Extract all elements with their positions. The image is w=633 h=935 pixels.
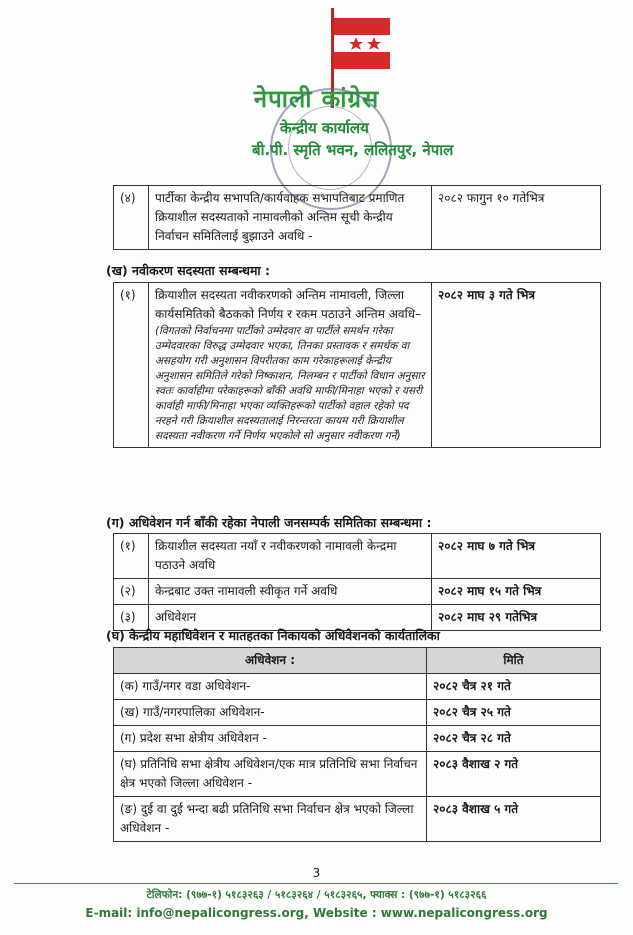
table-row — [114, 186, 601, 250]
page-number: 3 — [312, 866, 321, 880]
row-text: पार्टीका केन्द्रीय सभापति/कार्यवाहक सभापतिबाट प्रमाणित क्रियाशील सदस्यताको नामावलीको अन्तिम सूची केन्द्रीय निर्वाचन समितिलाई बुझाउने अवधि - — [149, 186, 432, 250]
footer-divider — [14, 883, 618, 884]
row-number: (१) — [114, 283, 149, 448]
row-date: २०८२ चैत्र २८ गते — [427, 726, 601, 752]
row-number: (२) — [114, 579, 149, 605]
section-kha-heading: (ख) नवीकरण सदस्यता सम्बन्धमा : — [106, 263, 271, 278]
row-date: २०८२ माघ ७ गते भित्र — [432, 534, 601, 579]
row-date: २०८२ माघ १५ गते भित्र — [432, 579, 601, 605]
row-date: २०८२ फागुन १० गतेभित्र — [432, 186, 601, 250]
table-row — [114, 797, 601, 842]
row-text: केन्द्रबाट उक्त नामावली स्वीकृत गर्ने अवधि — [149, 579, 432, 605]
section-ga-heading: (ग) अधिवेशन गर्न बाँकी रहेका नेपाली जनसम्पर्क समितिका सम्बन्धमा : — [106, 515, 432, 530]
table-row — [114, 674, 601, 700]
office-address: बी.पी. स्मृति भवन, ललितपुर, नेपाल — [252, 141, 454, 159]
row-number: (४) — [114, 186, 149, 250]
table-row — [114, 283, 601, 448]
table-row — [114, 579, 601, 605]
table-row — [114, 726, 601, 752]
office-label: केन्द्रीय कार्यालय — [280, 119, 369, 137]
row-text: (क) गाउँ/नगर वडा अधिवेशन- — [114, 674, 427, 700]
row-text: (ग) प्रदेश सभा क्षेत्रीय अधिवेशन - — [114, 726, 427, 752]
row-date: २०८३ वैशाख ५ गते — [427, 797, 601, 842]
section-ga-table — [113, 533, 601, 631]
row-text: (ख) गाउँ/नगरपालिका अधिवेशन- — [114, 700, 427, 726]
table-row — [114, 534, 601, 579]
row-date: २०८२ चैत्र २१ गते — [427, 674, 601, 700]
row-date: २०८२ चैत्र २५ गते — [427, 700, 601, 726]
section-gha-table — [113, 647, 601, 842]
section-kha-table — [113, 282, 601, 448]
row-text: अधिवेशन — [149, 605, 432, 631]
col-event-header: अधिवेशन : — [114, 648, 427, 674]
row-text: (ङ) दुई वा दुई भन्दा बढी प्रतिनिधि सभा निर्वाचन क्षेत्र भएको जिल्ला अधिवेशन - — [114, 797, 427, 842]
table-header-row — [114, 648, 601, 674]
table-row — [114, 752, 601, 797]
row-date: २०८३ वैशाख २ गते — [427, 752, 601, 797]
row-date: २०८२ माघ ३ गते भित्र — [432, 283, 601, 448]
row-text: क्रियाशील सदस्यता नवीकरणको अन्तिम नामावली, जिल्ला कार्यसमितिको बैठकको निर्णय र रकम पठाउने अन्तिम अवधि– — [155, 288, 422, 321]
footer-phones: टेलिफोन: (९७७-१) ५१८३२६३ / ५१८३२६४ / ५१८३२६५, फ्याक्स : (९७७-१) ५१८३२६६ — [146, 889, 487, 901]
section-gha-heading: (घ) केन्द्रीय महाधिवेशन र मातहतका निकायको अधिवेशनको कार्यतालिका — [106, 628, 440, 643]
row-number: (३) — [114, 605, 149, 631]
table-row — [114, 700, 601, 726]
row-number: (१) — [114, 534, 149, 579]
row-text: (घ) प्रतिनिधि सभा क्षेत्रीय अधिवेशन/एक मात्र प्रतिनिधि सभा निर्वाचन क्षेत्र भएको जिल्ला अधिवेशन - — [114, 752, 427, 797]
col-date-header: मिति — [427, 648, 601, 674]
row-text: क्रियाशील सदस्यता नयाँ र नवीकरणको नामावली केन्द्रमा पठाउने अवधि — [149, 534, 432, 579]
party-flag-logo — [334, 18, 390, 72]
top-table — [113, 185, 601, 250]
footer-contact: E-mail: info@nepalicongress.org, Website : www.nepalicongress.org — [85, 906, 548, 920]
row-note: (विगतको निर्वाचनमा पार्टीको उम्मेदवार वा पार्टीले समर्थन गरेका उम्मेदवारका विरुद्ध उम्मेदवार भएका, तिनका प्रस्तावक र समर्थक वा असहयोग गरी अनुशासन विपरीतका काम गरेकाहरूलाई केन्द्रीय अनुशासन समितिले गरेको निष्काशन, निलम्बन र पार्टीको विधान अनुसार स्वतः कार्वाहीमा परेकाहरूको बाँकी अवधि माफी/मिनाहा भएको र यसरी कार्वाही माफी/मिनाहा भएका व्यक्तिहरूको पार्टीको वहाल रहेको पद नरहने गरी क्रियाशील सदस्यतालाई निरन्तरता कायम गरी क्रियाशील सदस्यता नवीकरण गर्ने निर्णय भएकोले सो अनुसार नवीकरण गर्ने) — [155, 325, 425, 442]
org-name: नेपाली कांग्रेस — [253, 85, 380, 113]
row-date: २०८२ माघ २९ गतेभित्र — [432, 605, 601, 631]
